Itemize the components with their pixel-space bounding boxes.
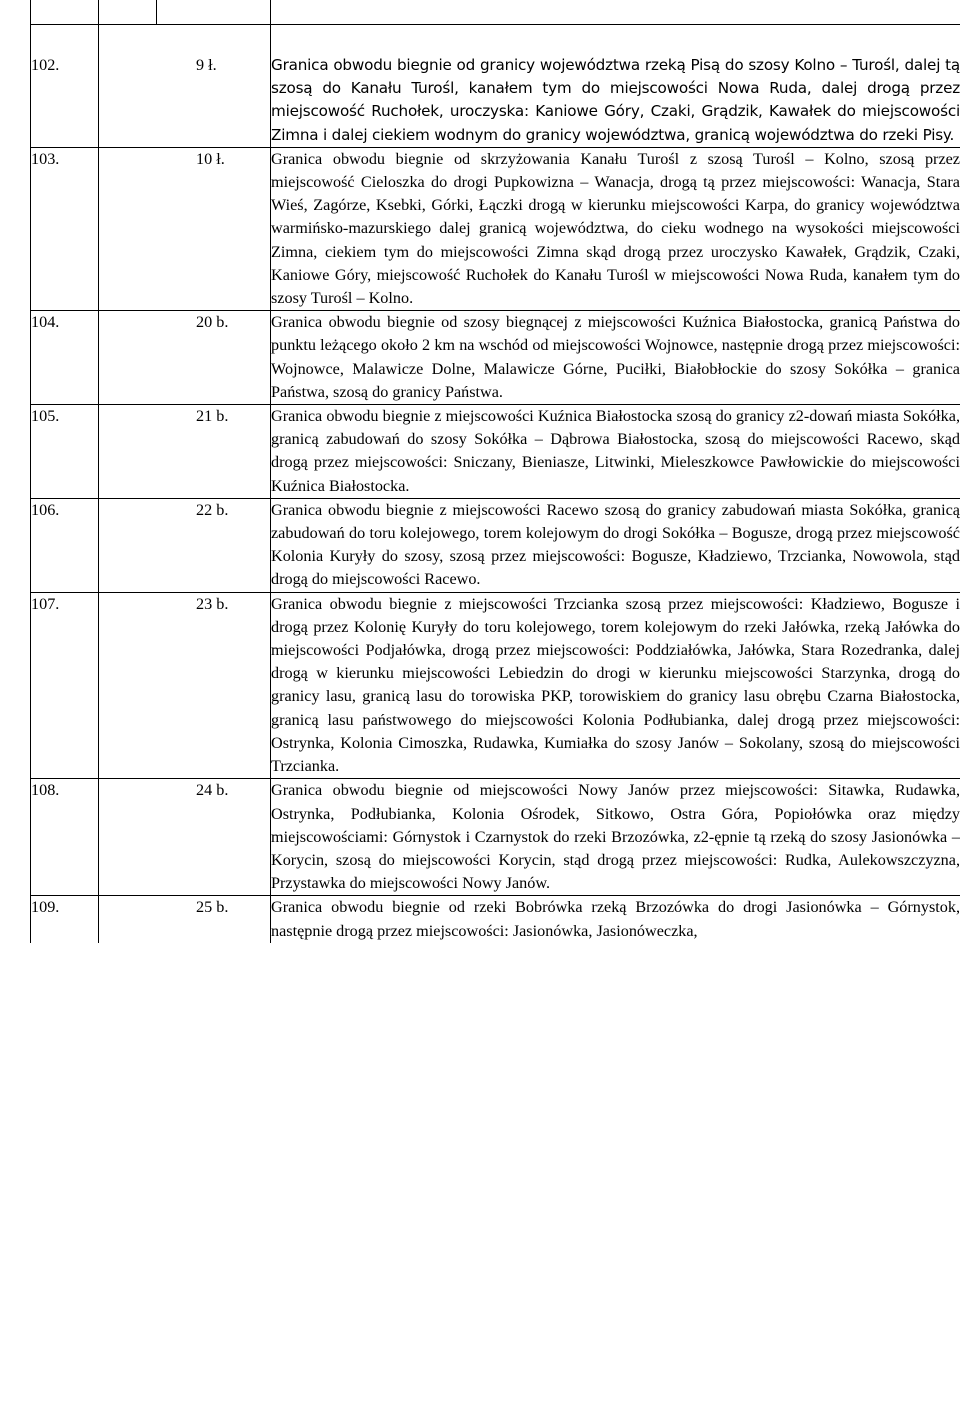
row-number: 103. bbox=[31, 147, 99, 310]
row-number: 106. bbox=[31, 498, 99, 592]
table-row bbox=[31, 498, 960, 592]
boundary-description: Granica obwodu biegnie od skrzyżowania Kanału Turośl z szosą Turośl – Kolno, szosą przez miejscowość Cieloszka do drogi Pupkowizna – Wanacja, drogą tą przez miejscowości: Wanacja, Stara Wieś, Zagórze, Ksebki, Górki, Łączki drogą w kierunku miejscowości Karpa, do granicy województwa warmińsko-mazurskiego dalej granicą województwa, do cieku wodnego na wysokości miejscowości Zimna, ciekiem tym do miejscowości Zimna skąd drogą przez uroczysko Kawałek, Grądzik, Czaki, Kaniowe Góry, miejscowość Ruchołek do Kanału Turośl w miejscowości Nowa Ruda, kanałem tym do szosy Turośl – Kolno. bbox=[271, 147, 960, 310]
table-row bbox=[31, 405, 960, 499]
row-number: 107. bbox=[31, 592, 99, 779]
district-code: 23 b. bbox=[196, 594, 229, 613]
row-number: 109. bbox=[31, 896, 99, 943]
row-number: 105. bbox=[31, 405, 99, 499]
table-row bbox=[31, 592, 960, 779]
district-code: 21 b. bbox=[196, 407, 229, 426]
boundary-description: Granica obwodu biegnie od granicy województwa rzeką Pisą do szosy Kolno – Turośl, dalej tą szosą do Kanału Turośl, kanałem tym do miejscowości Nowa Ruda, dalej drogą przez miejscowość Ruchołek, uroczyska: Kaniowe Góry, Czaki, Grądzik, Kawałek do miejscowości Zimna i dalej ciekiem wodnym do granicy województwa, granicą województwa do rzeki Pisy. bbox=[271, 25, 960, 148]
district-code: 25 b. bbox=[196, 898, 229, 917]
boundary-description: Granica obwodu biegnie z miejscowości Trzcianka szosą przez miejscowości: Kładziewo, Bogusze i drogą przez Kolonię Kuryły do toru kolejowego, torem kolejowym do rzeki Jałówka, rzeką Jałówka do miejscowości Podjałówka, drogą przez miejscowości: Poddziałówka, Jałówka, Stara Rozedranka, dalej drogą w kierunku miejscowości Lebiedzin do drogi w kierunku miejscowości Starzynka, drogą do granicy lasu, granicą lasu do torowiska PKP, torowiskiem do granicy lasu obrębu Czarna Białostocka, granicą lasu państwowego do miejscowości Kolonia Podłubianka, dalej drogą przez miejscowości: Ostrynka, Kolonia Cimoszka, Rudawka, Kumiałka do szosy Janów – Sokolany, szosą do miejscowości Trzcianka. bbox=[271, 592, 960, 779]
row-number: 104. bbox=[31, 311, 99, 405]
district-code: 22 b. bbox=[196, 500, 229, 519]
regions-table bbox=[30, 0, 960, 943]
boundary-description: Granica obwodu biegnie od miejscowości Nowy Janów przez miejscowości: Sitawka, Rudawka, Ostrynka, Podłubianka, Kolonia Ośrodek, Sitkowo, Ostra Góra, Popiołówka oraz między miejscowościami: Górnystok i Czarnystok do rzeki Brzozówka, z2-ępnie tą rzeką do szosy Jasionówka – Korycin, szosą do miejscowości Korycin, stąd drogą przez miejscowości: Rudka, Aulekowszczyzna, Przystawka do miejscowości Nowy Janów. bbox=[271, 779, 960, 896]
district-code: 9 ł. bbox=[196, 56, 217, 74]
table-body bbox=[31, 25, 960, 943]
table-row bbox=[31, 779, 960, 896]
table-row bbox=[31, 896, 960, 943]
boundary-description: Granica obwodu biegnie od rzeki Bobrówka rzeką Brzozówka do drogi Jasionówka – Górnystok, następnie drogą przez miejscowości: Jasionówka, Jasionóweczka, bbox=[271, 896, 960, 943]
table-row bbox=[31, 147, 960, 310]
row-number: 108. bbox=[31, 779, 99, 896]
boundary-description: Granica obwodu biegnie z miejscowości Kuźnica Białostocka szosą do granicy z2-dowań miasta Sokółka, granicą zabudowań do szosy Sokółka – Dąbrowa Białostocka, szosą do miejscowości Racewo, skąd drogą przez miejscowości: Sniczany, Bieniasze, Litwinki, Mieleszkowce Pawłowickie do miejscowości Kuźnica Białostocka. bbox=[271, 405, 960, 499]
table-top-edge bbox=[31, 0, 960, 25]
table-row bbox=[31, 25, 960, 148]
district-code: 20 b. bbox=[196, 313, 229, 332]
boundary-description: Granica obwodu biegnie od szosy biegnącej z miejscowości Kuźnica Białostocka, granicą Państwa do punktu leżącego około 2 km na wschód od miejscowości Wojnowce, następnie drogą przez miejscowości: Wojnowce, Malawicze Dolne, Malawicze Górne, Puciłki, Białobłockie do szosy Sokółka – granica Państwa, szosą do granicy Państwa. bbox=[271, 311, 960, 405]
table-row bbox=[31, 311, 960, 405]
district-code: 10 ł. bbox=[196, 149, 225, 168]
boundary-description: Granica obwodu biegnie z miejscowości Racewo szosą do granicy zabudowań miasta Sokółka, granicą zabudowań do toru kolejowego, torem kolejowym do drogi Sokółka – Bogusze, drogą przez miejscowość Kolonia Kuryły do szosy, szosą przez miejscowości: Bogusze, Kładziewo, Trzcianka, Nowowola, stąd drogą do miejscowości Racewo. bbox=[271, 498, 960, 592]
row-number: 102. bbox=[31, 25, 99, 148]
district-code: 24 b. bbox=[196, 781, 229, 800]
